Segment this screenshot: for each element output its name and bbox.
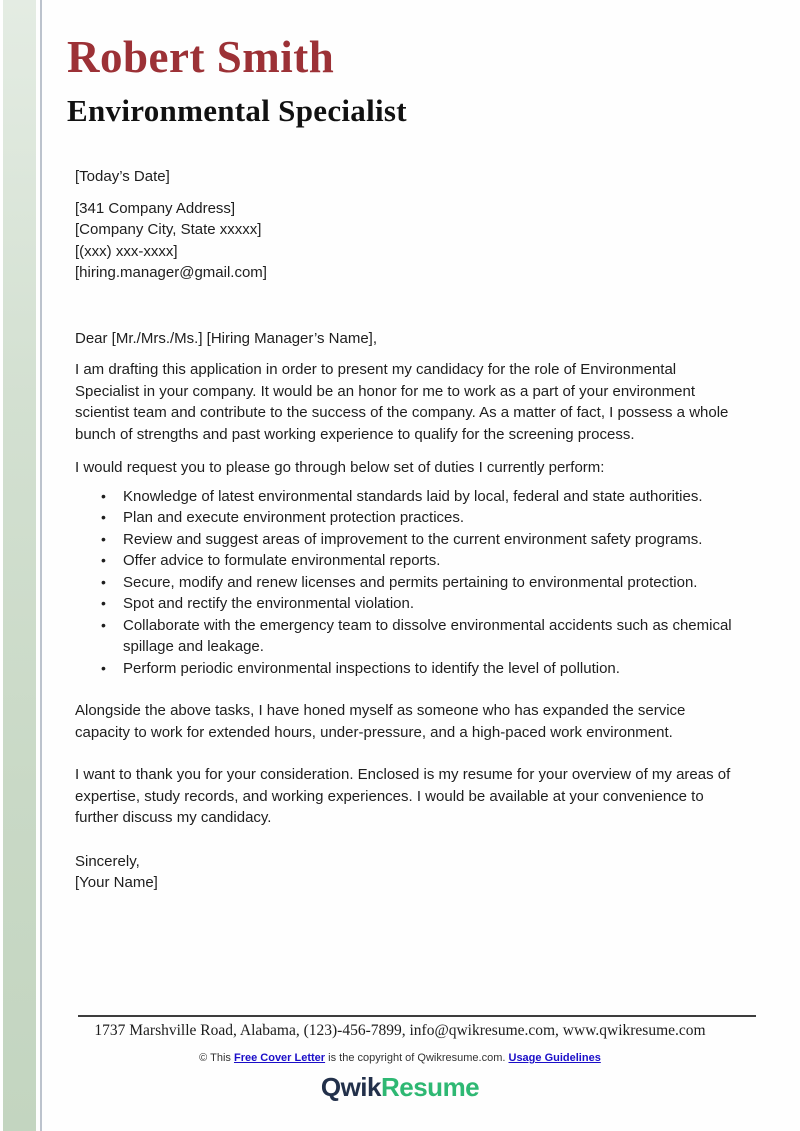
duties-list: [67, 486, 742, 680]
footer-divider: [78, 1015, 756, 1017]
duty-item: • Plan and execute environment protection practices.: [123, 507, 742, 529]
job-title: Environmental Specialist: [67, 93, 407, 128]
date-placeholder: [Today’s Date]: [75, 168, 170, 185]
usage-guidelines-link[interactable]: Usage Guidelines: [508, 1052, 601, 1064]
recipient-address-block: [67, 198, 742, 284]
intro-paragraph: I am drafting this application in order to present my candidacy for the role of Environmental Specialist in your company. It would be an honor for me to work as a part of your environment scientist team and contribute to the success of the company. As a matter of fact, I possess a whole bunch of strengths and past working experience to qualify for the screening process.: [75, 361, 729, 443]
left-divider-line: [40, 0, 42, 1131]
free-cover-letter-link[interactable]: Free Cover Letter: [233, 1052, 326, 1064]
qwikresume-logo: [0, 1072, 800, 1103]
logo-text-resume: Resume: [380, 1072, 480, 1102]
closing-block: [67, 851, 742, 894]
duty-item: • Knowledge of latest environmental standards laid by local, federal and state authorities.: [123, 486, 742, 508]
footer-contact-line: 1737 Marshville Road, Alabama, (123)-456-7899, info@qwikresume.com, www.qwikresume.com: [94, 1022, 706, 1039]
address-line: [341 Company Address]: [75, 199, 236, 217]
logo-text-qwik: Qwik: [320, 1072, 381, 1102]
address-line: [hiring.manager@gmail.com]: [75, 264, 267, 281]
duty-item: • Perform periodic environmental inspections to identify the level of pollution.: [123, 658, 742, 680]
signature-placeholder: [Your Name]: [75, 874, 158, 891]
duties-lead-paragraph: I would request you to please go through below set of duties I currently perform:: [75, 459, 605, 476]
alongside-paragraph: Alongside the above tasks, I have honed myself as someone who has expanded the service capacity to work for extended hours, under-pressure, and a high-paced work environment.: [75, 702, 686, 741]
candidate-name: Robert Smith: [67, 32, 335, 82]
duty-item: • Review and suggest areas of improvement to the current environment safety programs.: [123, 529, 742, 551]
footer-copyright-line: [0, 1052, 800, 1064]
duty-item: • Secure, modify and renew licenses and permits pertaining to environmental protection.: [123, 572, 742, 594]
address-line: [Company City, State xxxxx]: [75, 221, 262, 238]
duty-item: • Offer advice to formulate environmental reports.: [123, 550, 742, 572]
left-accent-bar: [3, 0, 36, 1131]
thanks-paragraph: I want to thank you for your consideration. Enclosed is my resume for your overview of my areas of expertise, study records, and working experiences. I would be available at your convenience to further discuss my candidacy.: [75, 766, 731, 826]
address-line: [(xxx) xxx-xxxx]: [75, 242, 178, 260]
copyright-prefix: © This: [199, 1052, 231, 1064]
copyright-middle: is the copyright of Qwikresume.com.: [328, 1052, 506, 1064]
duty-item: • Spot and rectify the environmental violation.: [123, 593, 742, 615]
duty-item: • Collaborate with the emergency team to dissolve environmental accidents such as chemical spillage and leakage.: [123, 615, 742, 658]
salutation: Dear [Mr./Mrs./Ms.] [Hiring Manager’s Name],: [75, 329, 378, 347]
letter-content: [67, 0, 742, 894]
closing-salutation: Sincerely,: [75, 852, 140, 870]
